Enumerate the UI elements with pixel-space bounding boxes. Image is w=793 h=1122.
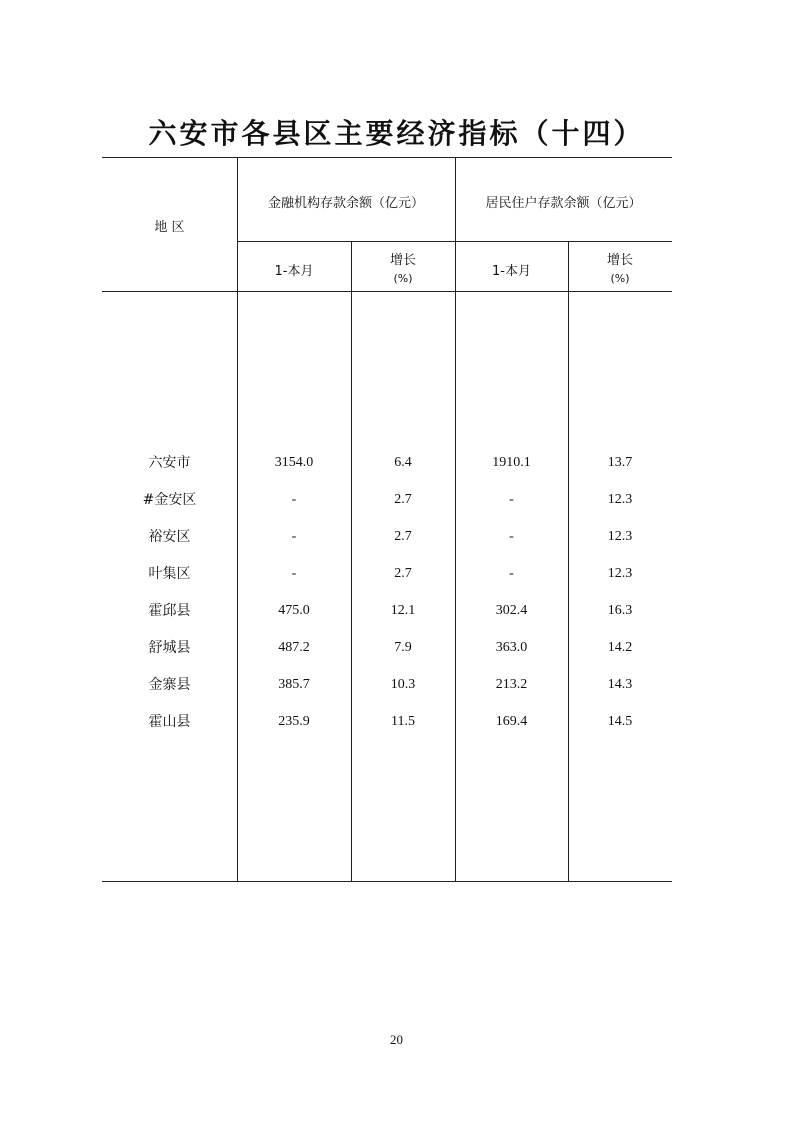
fin-growth: 6.4 xyxy=(394,455,412,470)
fin-growth: 7.9 xyxy=(394,640,412,655)
divider-res-growth xyxy=(568,241,569,882)
region-name: 金寨县 xyxy=(148,677,191,693)
header-financial-deposits: 金融机构存款余额（亿元） xyxy=(267,196,424,211)
header-res-growth: 增长 xyxy=(606,253,633,268)
header-fin-growth: 增长 xyxy=(389,253,416,268)
table-bottom-rule xyxy=(102,881,672,882)
res-growth: 16.3 xyxy=(607,603,633,618)
region-name: 霍山县 xyxy=(148,714,191,730)
table-top-rule xyxy=(102,157,672,158)
page-number: 20 xyxy=(390,1032,403,1047)
res-growth: 12.3 xyxy=(607,529,633,544)
res-growth: 12.3 xyxy=(607,492,633,507)
header-bottom-rule xyxy=(102,291,672,292)
fin-value: 3154.0 xyxy=(274,455,314,470)
region-name: 霍邱县 xyxy=(148,603,191,619)
res-value: 213.2 xyxy=(495,677,528,692)
res-value: 363.0 xyxy=(495,640,528,655)
res-value: 169.4 xyxy=(495,714,528,729)
fin-growth: 2.7 xyxy=(394,492,412,507)
fin-growth: 11.5 xyxy=(391,714,415,729)
page-title: 六安市各县区主要经济指标（十四） xyxy=(148,117,645,150)
region-name: #金安区 xyxy=(142,492,197,508)
res-growth: 14.5 xyxy=(607,714,633,729)
fin-growth: 10.3 xyxy=(390,677,416,692)
header-resident-deposits: 居民住户存款余额（亿元） xyxy=(485,196,642,211)
region-name: 六安市 xyxy=(148,455,191,471)
divider-fin-growth xyxy=(351,241,352,882)
header-res-growth-unit: (%) xyxy=(610,272,630,285)
fin-growth: 2.7 xyxy=(394,529,412,544)
fin-value: - xyxy=(291,492,297,507)
res-growth: 12.3 xyxy=(607,566,633,581)
header-fin-period: 1-本月 xyxy=(274,264,314,279)
fin-value: - xyxy=(291,529,297,544)
res-value: 1910.1 xyxy=(492,455,531,470)
fin-growth: 2.7 xyxy=(394,566,412,581)
res-value: - xyxy=(509,529,514,544)
res-value: - xyxy=(509,566,514,581)
res-growth: 14.2 xyxy=(607,640,633,655)
fin-value: - xyxy=(291,566,297,581)
region-name: 舒城县 xyxy=(148,640,191,656)
res-value: - xyxy=(509,492,514,507)
fin-value: 235.9 xyxy=(278,714,310,729)
fin-value: 385.7 xyxy=(278,677,310,692)
header-fin-growth-unit: (%) xyxy=(393,272,413,285)
header-region: 地 区 xyxy=(154,220,185,235)
fin-value: 475.0 xyxy=(278,603,310,618)
region-name: 叶集区 xyxy=(148,566,191,582)
header-res-period: 1-本月 xyxy=(492,264,531,279)
region-name: 裕安区 xyxy=(148,529,191,545)
res-value: 302.4 xyxy=(495,603,528,618)
fin-growth: 12.1 xyxy=(390,603,416,618)
res-growth: 14.3 xyxy=(607,677,633,692)
res-growth: 13.7 xyxy=(607,455,633,470)
fin-value: 487.2 xyxy=(278,640,310,655)
